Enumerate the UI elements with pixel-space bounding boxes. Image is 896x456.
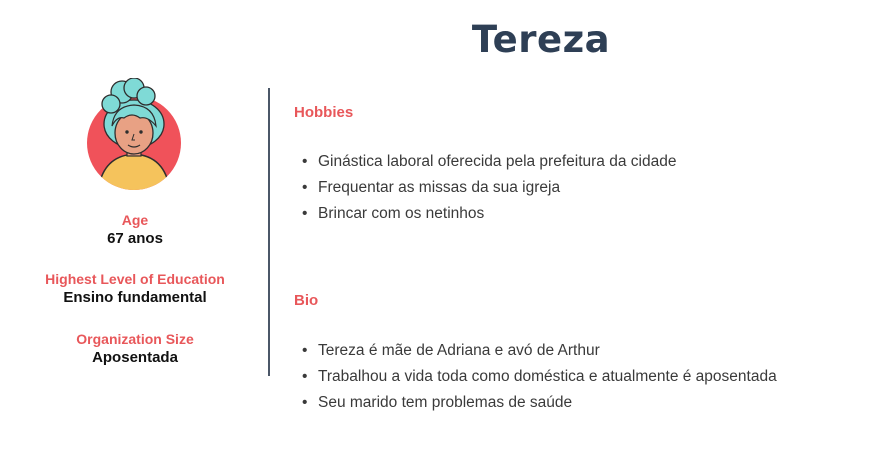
education-value: Ensino fundamental <box>63 289 207 306</box>
vertical-divider <box>268 88 270 376</box>
list-item: • Ginástica laboral oferecida pela prefeitura da cidade <box>296 149 676 175</box>
list-item: • Brincar com os netinhos <box>296 201 676 227</box>
org-size-label: Organization Size <box>76 331 194 347</box>
org-size-value: Aposentada <box>92 349 178 366</box>
list-item: • Tereza é mãe de Adriana e avó de Arthur <box>296 338 777 364</box>
age-label: Age <box>121 212 149 228</box>
avatar <box>84 78 188 192</box>
hobbies-list <box>296 149 676 227</box>
list-item: • Trabalhou a vida toda como doméstica e atualmente é aposentada <box>296 364 777 390</box>
list-item: • Seu marido tem problemas de saúde <box>296 390 777 416</box>
age-block <box>30 211 240 249</box>
bio-title: Bio <box>294 292 319 309</box>
persona-name: Tereza <box>471 18 611 61</box>
org-size-block <box>30 330 240 368</box>
hobbies-title: Hobbies <box>294 104 354 121</box>
education-label: Highest Level of Education <box>45 271 225 287</box>
bio-list <box>296 338 777 416</box>
age-value: 67 anos <box>107 230 163 247</box>
list-item: • Frequentar as missas da sua igreja <box>296 175 676 201</box>
education-block <box>30 270 240 308</box>
